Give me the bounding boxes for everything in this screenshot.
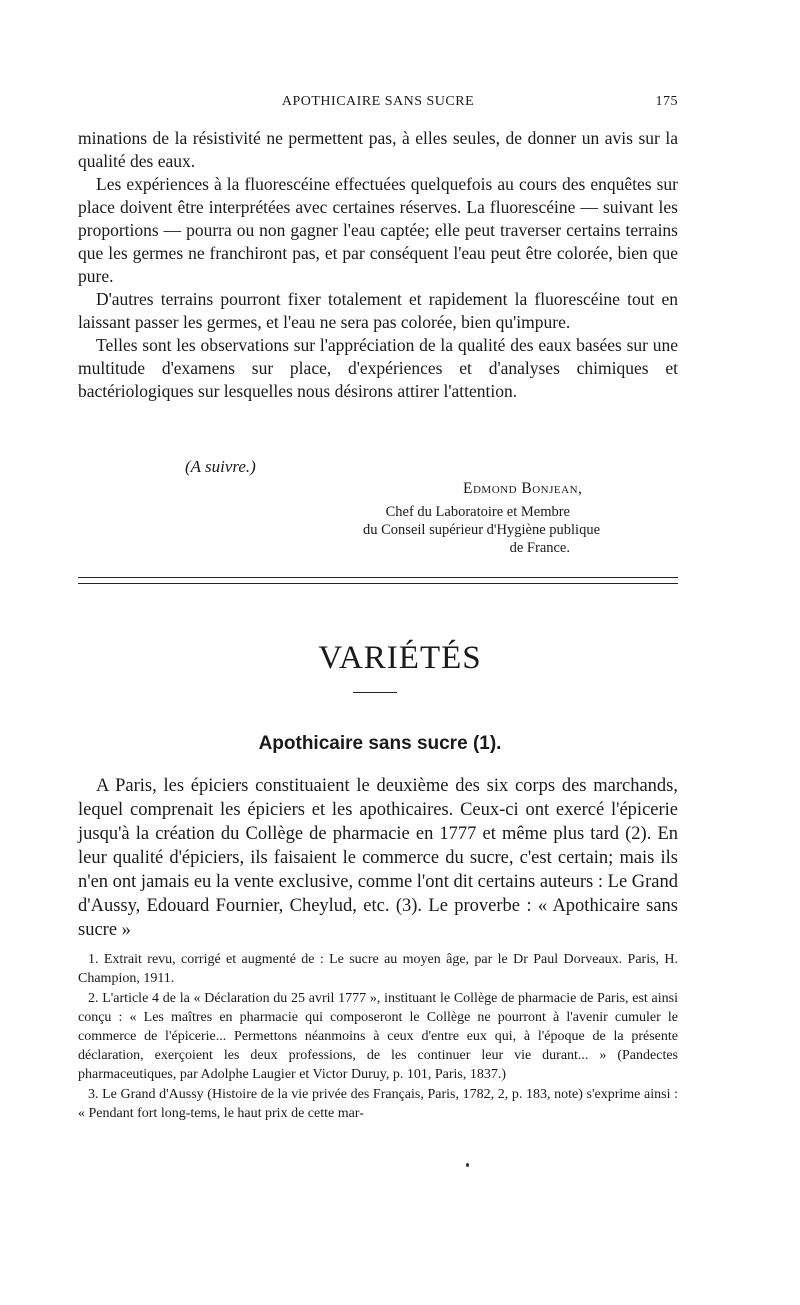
footnote-1: 1. Extrait revu, corrigé et augmenté de : Le sucre au moyen âge, par le Dr Paul Dorveaux. Paris, H. Champion, 1911. (78, 952, 678, 986)
author-title-line: Chef du Laboratoire et Membre (385, 504, 570, 520)
author-name: Edmond Bonjean, (463, 480, 583, 497)
double-rule-bottom (78, 583, 678, 584)
article-title (0, 733, 760, 755)
paragraph-fluorescein: Les expériences à la fluorescéine effectuées quelquefois au cours des enquêtes sur place doivent être interprétées avec certaines réserves. La fluorescéine — suivant les proportions — pourra ou non gagner l'eau captée; elle peut traverser certains terrains que les germes ne franchiront pas, et par conséquent l'eau peut être colorée, bien que pure. (78, 174, 678, 286)
author-title-line: de France. (509, 540, 570, 556)
article-paragraph: A Paris, les épiciers constituaient le deuxième des six corps des marchands, lequel comprenait les épiciers et les apothicaires. Ceux-ci ont exercé l'épicerie jusqu'à la création du Collège de pharmacie en 1777 et même plus tard (2). En leur qualité d'épiciers, ils faisaient le commerce du sucre, c'est certain; mais ils n'en ont jamais eu la vente exclusive, comme l'ont dit certains auteurs : Le Grand d'Aussy, Edouard Fournier, Cheylud, etc. (3). Le proverbe : « Apothicaire sans sucre » (78, 776, 679, 940)
article-title-note: (1). (472, 733, 502, 754)
ink-speck (466, 1163, 469, 1167)
to-be-continued: (A suivre.) (185, 457, 256, 476)
section-title: VARIÉTÉS (318, 640, 482, 676)
running-head (78, 94, 678, 110)
footnote-3: 3. Le Grand d'Aussy (Histoire de la vie privée des Français, Paris, 1782, 2, p. 183, note) s'exprime ainsi : « Pendant fort long-tems, le haut prix de cette mar- (78, 1087, 678, 1121)
page-number: 175 (655, 94, 678, 109)
article-body (78, 774, 678, 942)
paragraph-other-soils: D'autres terrains pourront fixer totalement et rapidement la fluorescéine tout en laissant passer les germes, et l'eau ne sera pas colorée, bien qu'impure. (78, 289, 678, 332)
footnotes (78, 950, 678, 1123)
running-title: APOTHICAIRE SANS SUCRE (281, 94, 475, 109)
author-title-line: du Conseil supérieur d'Hygiène publique (363, 522, 600, 538)
double-rule-top (78, 577, 678, 578)
paragraph-continuation: minations de la résistivité ne permettent pas, à elles seules, de donner un avis sur la qualité des eaux. (78, 128, 678, 171)
paragraph-observations: Telles sont les observations sur l'appréciation de la qualité des eaux basées sur une multitude d'examens sur place, d'expériences et d'analyses chimiques et bactériologiques sur lesquelles nous désirons attirer l'attention. (78, 335, 678, 401)
footnote-2: 2. L'article 4 de la « Déclaration du 25 avril 1777 », instituant le Collège de pharmacie de Paris, est ainsi conçu : « Les maîtres en pharmacie qui composeront le Collège ne pourront à l'avenir cumuler le commerce de l'épicerie... Permettons néanmoins à ceux d'entre eux qui, à l'époque de la présente déclaration, exerçoient les deux professions, de les continuer leur vie durant... » (Pandectes pharmaceutiques, par Adolphe Laugier et Victor Duruy, p. 101, Paris, 1837.) (78, 991, 678, 1082)
continuation-text (78, 127, 678, 403)
section-divider (353, 692, 397, 693)
article-title-text: Apothicaire sans sucre (258, 733, 468, 754)
